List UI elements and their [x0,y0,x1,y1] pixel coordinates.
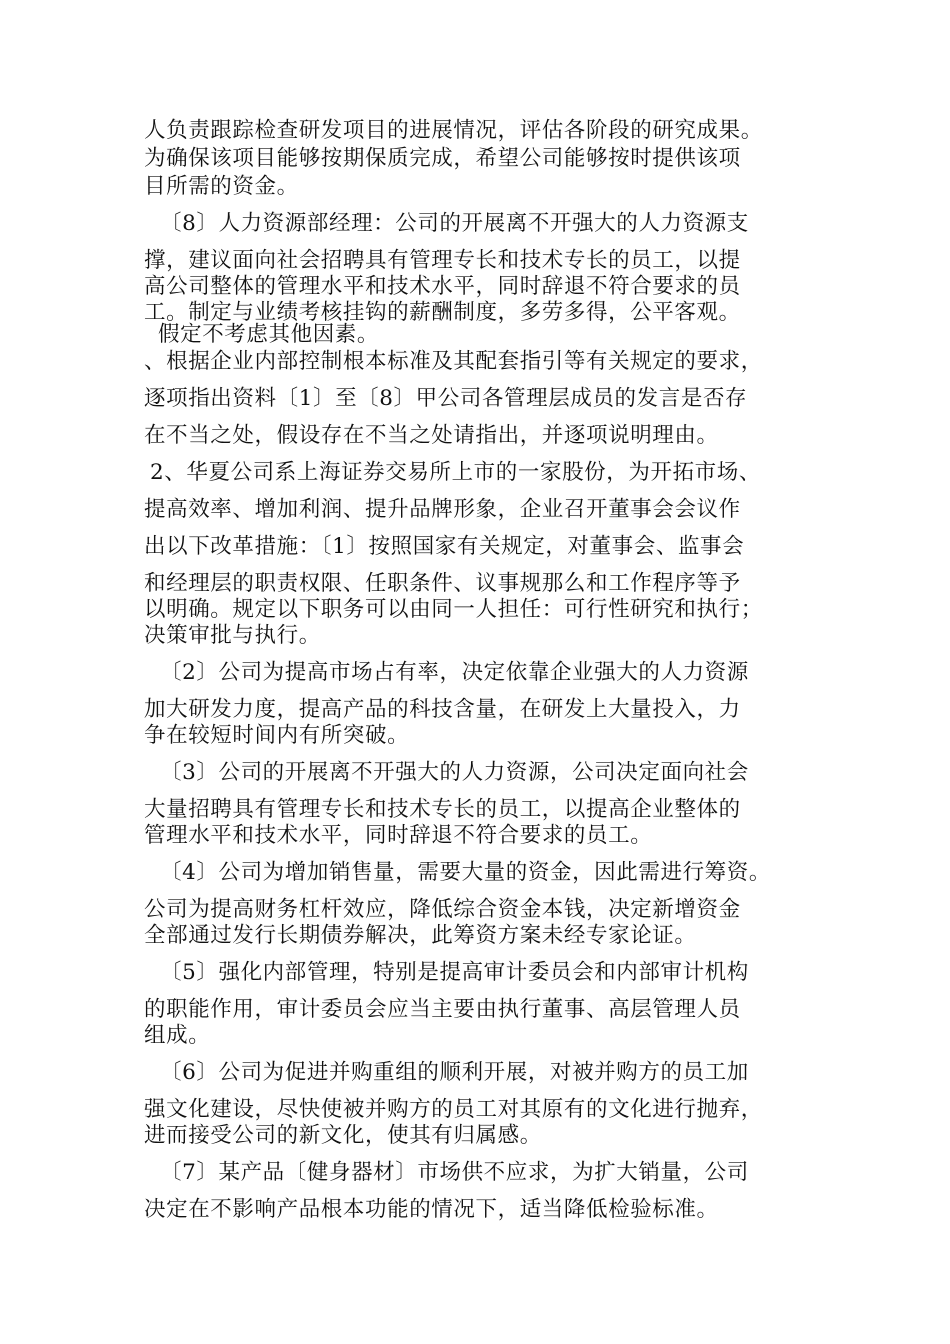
text-line: 工。制定与业绩考核挂钩的薪酬制度，多劳多得，公平客观。 [144,300,741,325]
text-line: 撑，建议面向社会招聘具有管理专长和技术专长的员工，以提 [144,248,741,273]
text-line: 加大研发力度，提高产品的科技含量，在研发上大量投入，力 [144,697,741,722]
text-line: 〔3〕公司的开展离不开强大的人力资源，公司决定面向社会 [160,760,749,785]
text-line: 目所需的资金。 [144,174,299,199]
text-line: 出以下改革措施：〔1〕按照国家有关规定，对董事会、监事会 [144,534,745,559]
text-line: 〔2〕公司为提高市场占有率，决定依靠企业强大的人力资源 [160,660,749,685]
text-line: 人负责跟踪检查研发项目的进展情况，评估各阶段的研究成果。 [144,118,763,143]
text-line: 公司为提高财务杠杆效应，降低综合资金本钱，决定新增资金 [144,897,741,922]
text-line: 假定不考虑其他因素。 [158,322,380,347]
text-line: 和经理层的职责权限、任职条件、议事规那么和工作程序等予 [144,571,741,596]
text-line: 的职能作用，审计委员会应当主要由执行董事、高层管理人员 [144,997,741,1022]
text-line: 〔4〕公司为增加销售量，需要大量的资金，因此需进行筹资。 [160,860,771,885]
text-line: 强文化建设，尽快使被并购方的员工对其原有的文化进行抛弃， [144,1097,763,1122]
text-line: 、根据企业内部控制根本标准及其配套指引等有关规定的要求， [144,349,763,374]
text-line: 决定在不影响产品根本功能的情况下，适当降低检验标准。 [144,1197,719,1222]
text-line: 〔5〕强化内部管理，特别是提高审计委员会和内部审计机构 [160,960,749,985]
text-line: 决策审批与执行。 [144,623,321,648]
text-line: 〔8〕人力资源部经理：公司的开展离不开强大的人力资源支 [160,211,749,236]
text-line: 管理水平和技术水平，同时辞退不符合要求的员工。 [144,823,653,848]
text-line: 进而接受公司的新文化，使其有归属感。 [144,1123,542,1148]
text-line: 全部通过发行长期债券解决，此筹资方案未经专家论证。 [144,923,697,948]
text-line: 在不当之处，假设存在不当之处请指出，并逐项说明理由。 [144,423,719,448]
text-line: 以明确。规定以下职务可以由同一人担任：可行性研究和执行； [144,597,763,622]
text-line: 为确保该项目能够按期保质完成，希望公司能够按时提供该项 [144,146,741,171]
text-line: 提高效率、增加利润、提升品牌形象，企业召开董事会会议作 [144,497,741,522]
text-line: 逐项指出资料〔1〕至〔8〕甲公司各管理层成员的发言是否存 [144,386,748,411]
text-line: 组成。 [144,1023,211,1048]
text-line: 〔7〕某产品〔健身器材〕市场供不应求，为扩大销量，公司 [160,1160,749,1185]
text-line: 2、华夏公司系上海证券交易所上市的一家股份，为开拓市场、 [150,460,761,485]
text-line: 争在较短时间内有所突破。 [144,723,410,748]
text-line: 大量招聘具有管理专长和技术专长的员工，以提高企业整体的 [144,797,741,822]
text-line: 高公司整体的管理水平和技术水平，同时辞退不符合要求的员 [144,274,741,299]
text-line: 〔6〕公司为促进并购重组的顺利开展，对被并购方的员工加 [160,1060,749,1085]
